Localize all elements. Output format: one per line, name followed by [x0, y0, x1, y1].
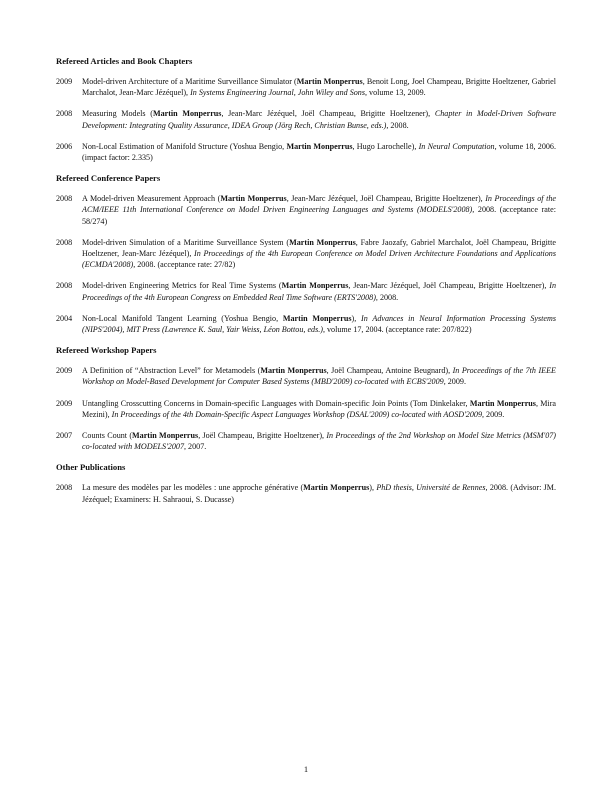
publication-entry: [56, 108, 556, 130]
citation-text: , Jean-Marc Jézéquel, Joël Champeau, Brigitte Hoeltzener),: [348, 281, 550, 291]
author-highlight: Martin Monperrus: [152, 109, 222, 119]
publication-citation: [82, 280, 556, 302]
citation-text: La mesure des modèles par les modèles : une approche générative (: [82, 483, 304, 493]
publication-list: [56, 56, 556, 515]
publication-year: 2009: [56, 77, 73, 86]
publication-citation: [82, 365, 556, 387]
publication-year: 2008: [56, 237, 73, 247]
author-highlight: Martin Monperrus: [303, 483, 370, 493]
venue-text: In Proceedings of the 4th European Congress on Embedded Real Time Software (ERTS'2008): [82, 281, 556, 302]
section: [56, 345, 556, 452]
venue-text: In Neural Computation: [418, 141, 495, 151]
citation-text: , Jean-Marc Jézéquel, Joël Champeau, Brigitte Hoeltzener),: [286, 194, 486, 204]
citation-text: A Model-driven Measurement Approach (: [82, 194, 221, 204]
citation-text: Model-driven Simulation of a Maritime Surveillance System (: [82, 237, 290, 247]
citation-text: , Fabre Jaozafy, Gabriel Marchalot, Joël Champeau, Brigitte Hoeltzener, Jean-Marc Jézéquel),: [82, 237, 556, 259]
publication-year: 2008: [56, 109, 73, 119]
publication-entry: [56, 430, 556, 452]
publication-citation: [82, 482, 556, 504]
publication-entry: [56, 237, 556, 271]
citation-text: Model-driven Architecture of a Maritime Surveillance Simulator (: [82, 77, 297, 86]
publication-citation: [82, 313, 556, 335]
publication-entry: [56, 280, 556, 302]
section: [56, 56, 556, 163]
venue-text: In Proceedings of the 4th Domain-Specific Aspect Languages Workshop (DSAL'2009) co-located with AOSD'2009: [111, 409, 482, 419]
publication-citation: [82, 76, 556, 98]
venue-text: In Proceedings of the 4th European Conference on Model Driven Architecture Foundations and Applications (ECMDA'2008): [82, 249, 556, 270]
publication-entry: [56, 313, 556, 335]
publication-year: 2009: [56, 398, 73, 408]
citation-text: , 2009.: [443, 377, 466, 387]
citation-text: A Definition of “Abstraction Level” for Metamodels (: [82, 366, 261, 376]
publication-year: 2008: [56, 194, 73, 204]
citation-text: , Benoit Long, Joel Champeau, Brigitte Hoeltzener, Gabriel Marchalot, Jean-Marc Jézéquel),: [82, 77, 556, 98]
publication-citation: [82, 141, 556, 163]
publication-citation: [82, 193, 556, 227]
citation-text: , Joël Champeau, Brigitte Hoeltzener),: [198, 431, 327, 441]
author-highlight: Martin Monperrus: [220, 194, 287, 204]
publication-entry: [56, 398, 556, 420]
citation-text: Model-driven Engineering Metrics for Real Time Systems (: [82, 281, 282, 291]
publication-year: 2006: [56, 141, 73, 151]
publication-citation: [82, 237, 556, 271]
citation-text: Counts Count (: [82, 431, 133, 441]
citation-text: , Joël Champeau, Antoine Beugnard),: [326, 366, 453, 376]
author-highlight: Martin Monperrus: [282, 313, 352, 323]
publication-year: 2004: [56, 313, 73, 323]
citation-text: Measuring Models (: [82, 109, 153, 119]
author-highlight: Martin Monperrus: [132, 431, 199, 441]
section: [56, 462, 556, 504]
citation-text: , Mira Mezini),: [82, 398, 556, 419]
publication-citation: [82, 108, 556, 130]
author-highlight: Martin Monperrus: [296, 77, 363, 86]
publication-entry: [56, 365, 556, 387]
section-title: Other Publications: [56, 462, 126, 473]
publication-year: 2007: [56, 431, 73, 441]
publication-citation: [82, 430, 556, 452]
citation-text: , 2007.: [184, 442, 207, 452]
citation-text: , Jean-Marc Jézéquel, Joël Champeau, Brigitte Hoeltzener),: [221, 109, 435, 119]
publication-year: 2008: [56, 281, 73, 291]
author-highlight: Martin Monperrus: [289, 237, 356, 247]
citation-text: , 2008.: [386, 120, 409, 130]
citation-text: Untangling Crosscutting Concerns in Domain-specific Languages with Domain-specific Join Points (Tom Dinkelaker,: [82, 398, 470, 408]
publication-entry: [56, 193, 556, 227]
author-highlight: Martin Monperrus: [281, 281, 349, 291]
citation-text: ),: [369, 483, 377, 493]
section-title: Refereed Articles and Book Chapters: [56, 56, 193, 66]
author-highlight: Martin Monperrus: [260, 366, 327, 376]
section: [56, 173, 556, 335]
publication-citation: [82, 398, 556, 420]
citation-text: , 2009.: [482, 409, 505, 419]
citation-text: , 2008. (Advisor: JM. Jézéquel; Examiners: H. Sahraoui, S. Ducasse): [82, 483, 556, 504]
citation-text: , volume 18, 2006. (impact factor: 2.335): [82, 141, 556, 163]
citation-text: ),: [351, 313, 361, 323]
citation-text: Non-Local Estimation of Manifold Structure (Yoshua Bengio,: [82, 141, 287, 151]
venue-text: In Proceedings of the 7th IEEE Workshop on Model-Based Development for Computer Based Systems (MBD'2009) co-located with ECBS'2009: [82, 366, 556, 387]
venue-text: Chapter in Model-Driven Software Development: Integrating Quality Assurance, IDEA Group (Jörg Rech, Christian Bunse, eds.): [82, 109, 556, 130]
publication-entry: [56, 482, 556, 504]
section-title: Refereed Conference Papers: [56, 173, 161, 184]
publication-entry: [56, 76, 556, 98]
citation-text: , 2008. (acceptance rate: 27/82): [133, 260, 236, 270]
author-highlight: Martin Monperrus: [469, 398, 536, 408]
publication-year: 2009: [56, 366, 73, 376]
citation-text: , 2008. (acceptance rate: 58/274): [82, 205, 556, 226]
venue-text: PhD thesis, Université de Rennes: [376, 483, 486, 493]
venue-text: In Advances in Neural Information Processing Systems (NIPS'2004), MIT Press (Lawrence K. Saul, Yair Weiss, Léon Bottou, eds.): [82, 313, 556, 335]
author-highlight: Martin Monperrus: [286, 141, 353, 151]
venue-text: In Proceedings of the 2nd Workshop on Model Size Metrics (MSM'07) co-located with MODELS'2007: [82, 431, 556, 452]
venue-text: In Systems Engineering Journal, John Wiley and Sons: [190, 88, 365, 98]
citation-text: , volume 13, 2009.: [364, 88, 426, 98]
citation-text: , Hugo Larochelle),: [352, 141, 419, 151]
citation-text: , volume 17, 2004. (acceptance rate: 207/822): [322, 325, 472, 335]
venue-text: In Proceedings of the ACM/IEEE 11th International Conference on Model Driven Engineering Languages and Systems (MODELS'2008): [82, 194, 556, 215]
page-number: 1: [303, 764, 309, 774]
section-title: Refereed Workshop Papers: [56, 345, 157, 356]
publication-year: 2008: [56, 483, 73, 493]
citation-text: Non-Local Manifold Tangent Learning (Yoshua Bengio,: [82, 313, 283, 323]
citation-text: , 2008.: [375, 292, 399, 302]
publication-entry: [56, 141, 556, 163]
